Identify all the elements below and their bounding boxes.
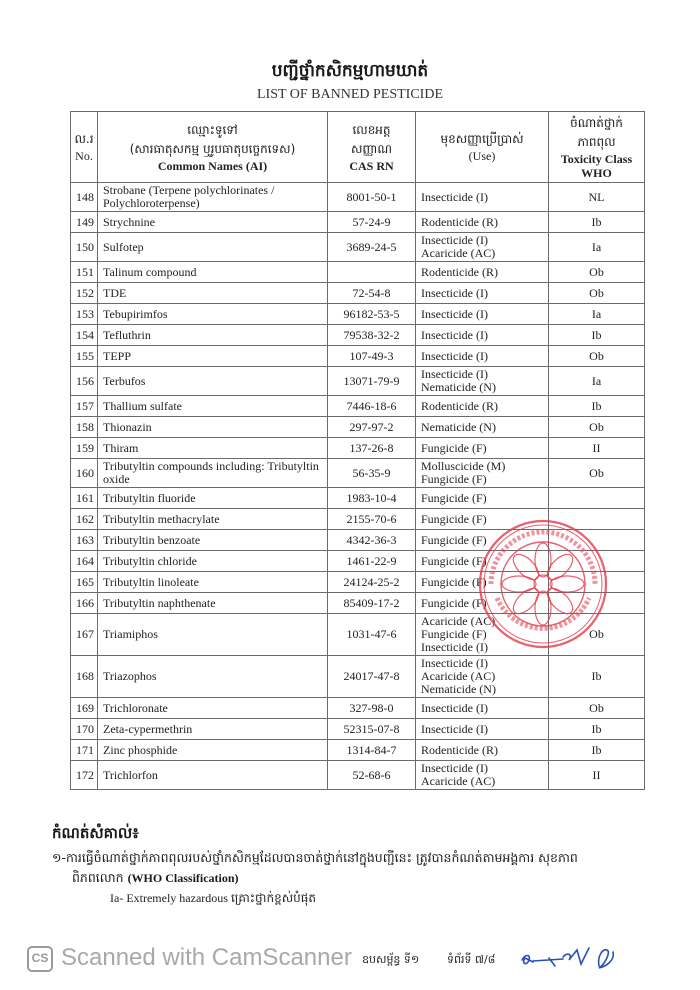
banned-pesticide-table — [70, 111, 645, 790]
footer — [27, 946, 677, 976]
use-type: Fungicide (F) — [421, 472, 487, 486]
use-cell — [416, 614, 549, 656]
common-name: Strychnine — [98, 212, 328, 233]
use-type: Insecticide (I) — [421, 761, 488, 775]
row-number: 168 — [71, 656, 98, 698]
header-name-en: Common Names (AI) — [157, 159, 268, 173]
use-type: Insecticide (I) — [421, 721, 488, 736]
use-cell — [416, 346, 549, 367]
toxicity-class — [549, 572, 645, 593]
notes-line-2-km: ពិភពលោក — [72, 870, 124, 885]
header-use — [416, 112, 549, 183]
cas-number: 297-97-2 — [328, 417, 416, 438]
use-cell — [416, 325, 549, 346]
table-row — [71, 719, 645, 740]
cas-number: 8001-50-1 — [328, 183, 416, 212]
use-type: Insecticide (I) — [421, 367, 488, 381]
use-cell — [416, 367, 549, 396]
row-number: 165 — [71, 572, 98, 593]
header-tox-en1: Toxicity Class — [560, 152, 633, 166]
common-name: Strobane (Terpene polychlorinates / Polychloroterpense) — [98, 183, 328, 212]
row-number: 172 — [71, 761, 98, 790]
common-name: Tefluthrin — [98, 325, 328, 346]
use-type: Rodenticide (R) — [421, 742, 498, 757]
table-row — [71, 740, 645, 761]
use-cell — [416, 488, 549, 509]
header-tox-km2: ភាពពុល — [577, 135, 616, 149]
row-number: 162 — [71, 509, 98, 530]
use-type: Insecticide (I) — [421, 348, 488, 363]
toxicity-class: II — [549, 438, 645, 459]
common-name: Tributyltin compounds including: Tributyltin oxide — [98, 459, 328, 488]
use-type: Fungicide (F) — [421, 595, 487, 610]
table-row — [71, 656, 645, 698]
header-cas-km2: សញ្ញាណ — [350, 142, 393, 156]
cas-number: 327-98-0 — [328, 698, 416, 719]
use-cell — [416, 183, 549, 212]
header-no-km: ល.រ — [74, 132, 94, 146]
cas-number: 56-35-9 — [328, 459, 416, 488]
notes-line-3 — [52, 888, 672, 908]
table-row — [71, 396, 645, 417]
table-row — [71, 459, 645, 488]
use-cell — [416, 761, 549, 790]
common-name: Triamiphos — [98, 614, 328, 656]
toxicity-class: Ib — [549, 719, 645, 740]
toxicity-class — [549, 530, 645, 551]
header-tox-km1: ចំណាត់ថ្នាក់ — [570, 116, 623, 130]
cas-number: 1983-10-4 — [328, 488, 416, 509]
table-row — [71, 346, 645, 367]
cas-number: 79538-32-2 — [328, 325, 416, 346]
toxicity-class — [549, 488, 645, 509]
row-number: 156 — [71, 367, 98, 396]
toxicity-class: Ib — [549, 656, 645, 698]
table-row — [71, 530, 645, 551]
toxicity-class: Ib — [549, 396, 645, 417]
use-cell — [416, 233, 549, 262]
toxicity-class: Ob — [549, 283, 645, 304]
notes-line-2-en: (WHO Classification) — [127, 871, 239, 885]
cas-number: 3689-24-5 — [328, 233, 416, 262]
toxicity-class — [549, 593, 645, 614]
use-type: Insecticide (I) — [421, 233, 488, 247]
use-cell — [416, 509, 549, 530]
cas-number: 1461-22-9 — [328, 551, 416, 572]
use-type: Insecticide (I) — [421, 306, 488, 321]
notes-line-1: ១-ការធ្វើចំណាត់ថ្នាក់ភាពពុលរបស់ថ្នាំកសិកម្មដែលបានចាត់ថ្នាក់នៅក្នុងបញ្ជីនេះ ត្រូវបានកំណត់តាមអង្គការ សុខភាព — [52, 850, 578, 865]
common-name: Terbufos — [98, 367, 328, 396]
header-cas — [328, 112, 416, 183]
toxicity-class: Ib — [549, 212, 645, 233]
cas-number: 57-24-9 — [328, 212, 416, 233]
row-number: 169 — [71, 698, 98, 719]
row-number: 151 — [71, 262, 98, 283]
use-type: Acaricide (AC) — [421, 669, 496, 683]
row-number: 171 — [71, 740, 98, 761]
table-row — [71, 262, 645, 283]
row-number: 158 — [71, 417, 98, 438]
use-type: Insecticide (I) — [421, 700, 488, 715]
cas-number: 24017-47-8 — [328, 656, 416, 698]
common-name: Tributyltin naphthenate — [98, 593, 328, 614]
common-name: Sulfotep — [98, 233, 328, 262]
toxicity-class: Ib — [549, 740, 645, 761]
common-name: Tributyltin linoleate — [98, 572, 328, 593]
toxicity-class: Ob — [549, 614, 645, 656]
notes-section — [52, 822, 672, 908]
use-cell — [416, 212, 549, 233]
common-name: TDE — [98, 283, 328, 304]
common-name: Tributyltin chloride — [98, 551, 328, 572]
use-cell — [416, 572, 549, 593]
use-type: Acaricide (AC) — [421, 614, 496, 628]
use-type: Fungicide (F) — [421, 511, 487, 526]
cas-number: 2155-70-6 — [328, 509, 416, 530]
use-cell — [416, 698, 549, 719]
row-number: 163 — [71, 530, 98, 551]
cas-number: 52315-07-8 — [328, 719, 416, 740]
camscanner-watermark: Scanned with CamScanner — [61, 944, 352, 971]
common-name: Triazophos — [98, 656, 328, 698]
toxicity-class: Ia — [549, 304, 645, 325]
use-type: Nematicide (N) — [421, 380, 496, 394]
use-type: Acaricide (AC) — [421, 246, 496, 260]
table-row — [71, 761, 645, 790]
cas-number: 4342-36-3 — [328, 530, 416, 551]
cas-number: 52-68-6 — [328, 761, 416, 790]
toxicity-class: II — [549, 761, 645, 790]
notes-line-2 — [52, 868, 672, 888]
header-no-en: No. — [75, 149, 93, 163]
page-number: ទំព័រទី ៧/៨ — [447, 953, 496, 966]
table-row — [71, 183, 645, 212]
toxicity-class: Ob — [549, 262, 645, 283]
common-name: Thionazin — [98, 417, 328, 438]
row-number: 160 — [71, 459, 98, 488]
notes-line-3-en: Ia- Extremely hazardous — [110, 891, 228, 905]
row-number: 149 — [71, 212, 98, 233]
use-cell — [416, 459, 549, 488]
header-use-km: មុខសញ្ញាប្រើប្រាស់ — [440, 132, 524, 146]
toxicity-class — [549, 551, 645, 572]
notes-title: កំណត់សំគាល់៖ — [52, 824, 139, 842]
common-name: Thallium sulfate — [98, 396, 328, 417]
use-cell — [416, 593, 549, 614]
common-name: Tributyltin benzoate — [98, 530, 328, 551]
use-type: Fungicide (F) — [421, 627, 487, 641]
common-name: Tributyltin methacrylate — [98, 509, 328, 530]
cas-number: 13071-79-9 — [328, 367, 416, 396]
table-row — [71, 698, 645, 719]
use-type: Fungicide (F) — [421, 574, 487, 589]
toxicity-class: Ob — [549, 346, 645, 367]
table-body — [71, 183, 645, 790]
table-row — [71, 438, 645, 459]
row-number: 153 — [71, 304, 98, 325]
header-cas-en: CAS RN — [349, 159, 394, 173]
table-row — [71, 325, 645, 346]
cas-number: 85409-17-2 — [328, 593, 416, 614]
row-number: 167 — [71, 614, 98, 656]
header-common-name — [98, 112, 328, 183]
cas-number: 107-49-3 — [328, 346, 416, 367]
use-type: Fungicide (F) — [421, 553, 487, 568]
row-number: 152 — [71, 283, 98, 304]
table-row — [71, 233, 645, 262]
common-name: Trichloronate — [98, 698, 328, 719]
use-cell — [416, 530, 549, 551]
use-cell — [416, 719, 549, 740]
use-cell — [416, 304, 549, 325]
use-type: Nematicide (N) — [421, 682, 496, 696]
table-row — [71, 304, 645, 325]
use-cell — [416, 740, 549, 761]
notes-line-3-km: គ្រោះថ្នាក់ខ្ពស់បំផុត — [230, 891, 316, 905]
row-number: 148 — [71, 183, 98, 212]
table-row — [71, 367, 645, 396]
toxicity-class: Ob — [549, 417, 645, 438]
row-number: 150 — [71, 233, 98, 262]
header-cas-km1: លេខអត្ត — [352, 123, 391, 137]
header-use-en: (Use) — [468, 149, 496, 163]
use-type: Insecticide (I) — [421, 640, 488, 654]
table-row — [71, 488, 645, 509]
use-cell — [416, 417, 549, 438]
table-row — [71, 509, 645, 530]
cas-number: 7446-18-6 — [328, 396, 416, 417]
row-number: 155 — [71, 346, 98, 367]
use-type: Insecticide (I) — [421, 189, 488, 204]
toxicity-class: Ia — [549, 233, 645, 262]
row-number: 157 — [71, 396, 98, 417]
use-type: Molluscicide (M) — [421, 459, 506, 473]
document-title-english: LIST OF BANNED PESTICIDE — [256, 87, 444, 102]
header-no — [71, 112, 98, 183]
camscanner-logo-icon: CS — [27, 946, 53, 972]
use-type: Fungicide (F) — [421, 490, 487, 505]
common-name: Tributyltin fluoride — [98, 488, 328, 509]
use-cell — [416, 551, 549, 572]
toxicity-class — [549, 509, 645, 530]
table-row — [71, 417, 645, 438]
table-header-row — [71, 112, 645, 183]
row-number: 161 — [71, 488, 98, 509]
common-name: Zinc phosphide — [98, 740, 328, 761]
use-cell — [416, 262, 549, 283]
cas-number: 137-26-8 — [328, 438, 416, 459]
common-name: Tebupirimfos — [98, 304, 328, 325]
cas-number: 72-54-8 — [328, 283, 416, 304]
header-name-km1: ឈ្មោះទូទៅ — [187, 123, 238, 137]
row-number: 164 — [71, 551, 98, 572]
use-cell — [416, 396, 549, 417]
common-name: Zeta-cypermethrin — [98, 719, 328, 740]
row-number: 154 — [71, 325, 98, 346]
table-row — [71, 572, 645, 593]
cas-number: 24124-25-2 — [328, 572, 416, 593]
common-name: Trichlorfon — [98, 761, 328, 790]
header-toxicity — [549, 112, 645, 183]
toxicity-class: Ib — [549, 325, 645, 346]
use-type: Insecticide (I) — [421, 656, 488, 670]
signature-icon — [519, 942, 629, 974]
annex-label: ឧបសម្ព័ន្ធ ទី១ — [362, 953, 420, 966]
toxicity-class: Ob — [549, 459, 645, 488]
cas-number: 1314-84-7 — [328, 740, 416, 761]
cas-number: 96182-53-5 — [328, 304, 416, 325]
header-tox-en2: WHO — [581, 166, 612, 180]
table-row — [71, 283, 645, 304]
use-type: Nematicide (N) — [421, 419, 496, 434]
table-row — [71, 614, 645, 656]
toxicity-class: NL — [549, 183, 645, 212]
use-type: Rodenticide (R) — [421, 214, 498, 229]
use-type: Rodenticide (R) — [421, 264, 498, 279]
use-type: Insecticide (I) — [421, 285, 488, 300]
use-type: Fungicide (F) — [421, 440, 487, 455]
common-name: Talinum compound — [98, 262, 328, 283]
cas-number: 1031-47-6 — [328, 614, 416, 656]
use-cell — [416, 438, 549, 459]
table-row — [71, 212, 645, 233]
common-name: TEPP — [98, 346, 328, 367]
common-name: Thiram — [98, 438, 328, 459]
table-row — [71, 593, 645, 614]
use-type: Fungicide (F) — [421, 532, 487, 547]
use-cell — [416, 283, 549, 304]
table-row — [71, 551, 645, 572]
use-type: Rodenticide (R) — [421, 398, 498, 413]
toxicity-class: Ia — [549, 367, 645, 396]
row-number: 170 — [71, 719, 98, 740]
use-type: Acaricide (AC) — [421, 774, 496, 788]
cas-number — [328, 262, 416, 283]
use-cell — [416, 656, 549, 698]
header-name-km2: (សារធាតុសកម្ម ឬរូបធាតុបច្ចេកទេស) — [129, 142, 296, 156]
row-number: 166 — [71, 593, 98, 614]
use-type: Insecticide (I) — [421, 327, 488, 342]
toxicity-class: Ob — [549, 698, 645, 719]
document-title-khmer: បញ្ជីថ្នាំកសិកម្មហាមឃាត់ — [271, 61, 429, 81]
row-number: 159 — [71, 438, 98, 459]
